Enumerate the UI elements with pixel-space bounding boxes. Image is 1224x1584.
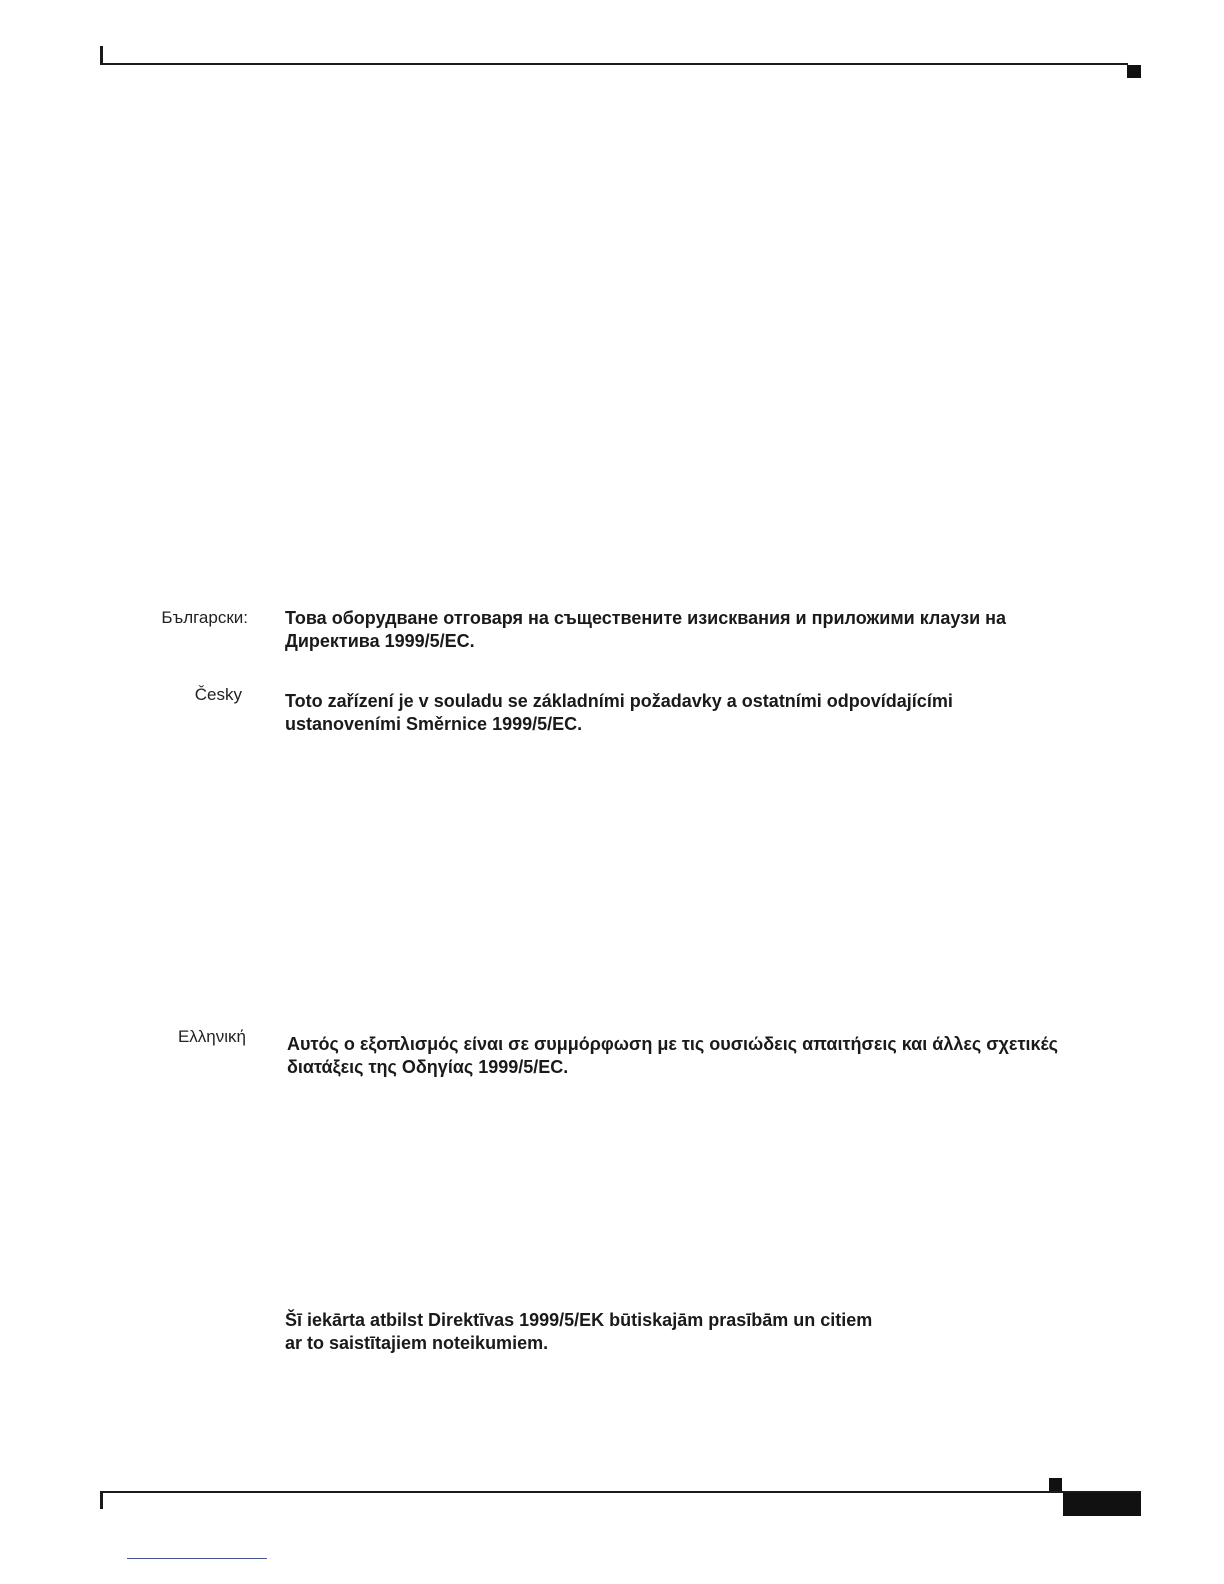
footer-rule xyxy=(100,1491,1141,1493)
statement-line: Това оборудване отговаря на съществените изисквания и приложими клаузи на xyxy=(285,608,1007,628)
footer-page-tab xyxy=(1063,1493,1141,1516)
footer-link-underline xyxy=(127,1558,267,1559)
statement-bulgarian xyxy=(285,607,1105,653)
footer-left-tick xyxy=(100,1493,103,1509)
statement-greek xyxy=(287,1033,1107,1079)
statement-line: Αυτός ο εξοπλισμός είναι σε συμμόρφωση με τις ουσιώδεις απαιτήσεις και άλλες σχετικές xyxy=(287,1034,1059,1054)
statement-line: διατάξεις της Οδηγίας 1999/5/EC. xyxy=(287,1057,569,1077)
language-label-bulgarian: Български: xyxy=(161,608,248,627)
statement-line: Šī iekārta atbilst Direktīvas 1999/5/EK būtiskajām prasībām un citiem xyxy=(285,1310,873,1330)
header-rule xyxy=(100,63,1128,65)
footer-marker xyxy=(1049,1478,1062,1491)
statement-line: Директива 1999/5/EC. xyxy=(285,631,475,651)
statement-czech xyxy=(285,690,1105,736)
statement-latvian xyxy=(285,1309,1105,1355)
language-label-czech: Česky xyxy=(194,685,242,704)
statement-line: Toto zařízení je v souladu se základními požadavky a ostatními odpovídajícími xyxy=(285,691,953,711)
statement-line: ar to saistītajiem noteikumiem. xyxy=(285,1333,549,1353)
language-label-greek: Ελληνική xyxy=(177,1027,246,1046)
statement-line: ustanoveními Směrnice 1999/5/EC. xyxy=(285,714,583,734)
header-left-tick xyxy=(100,46,103,64)
header-corner-marker xyxy=(1127,65,1141,78)
